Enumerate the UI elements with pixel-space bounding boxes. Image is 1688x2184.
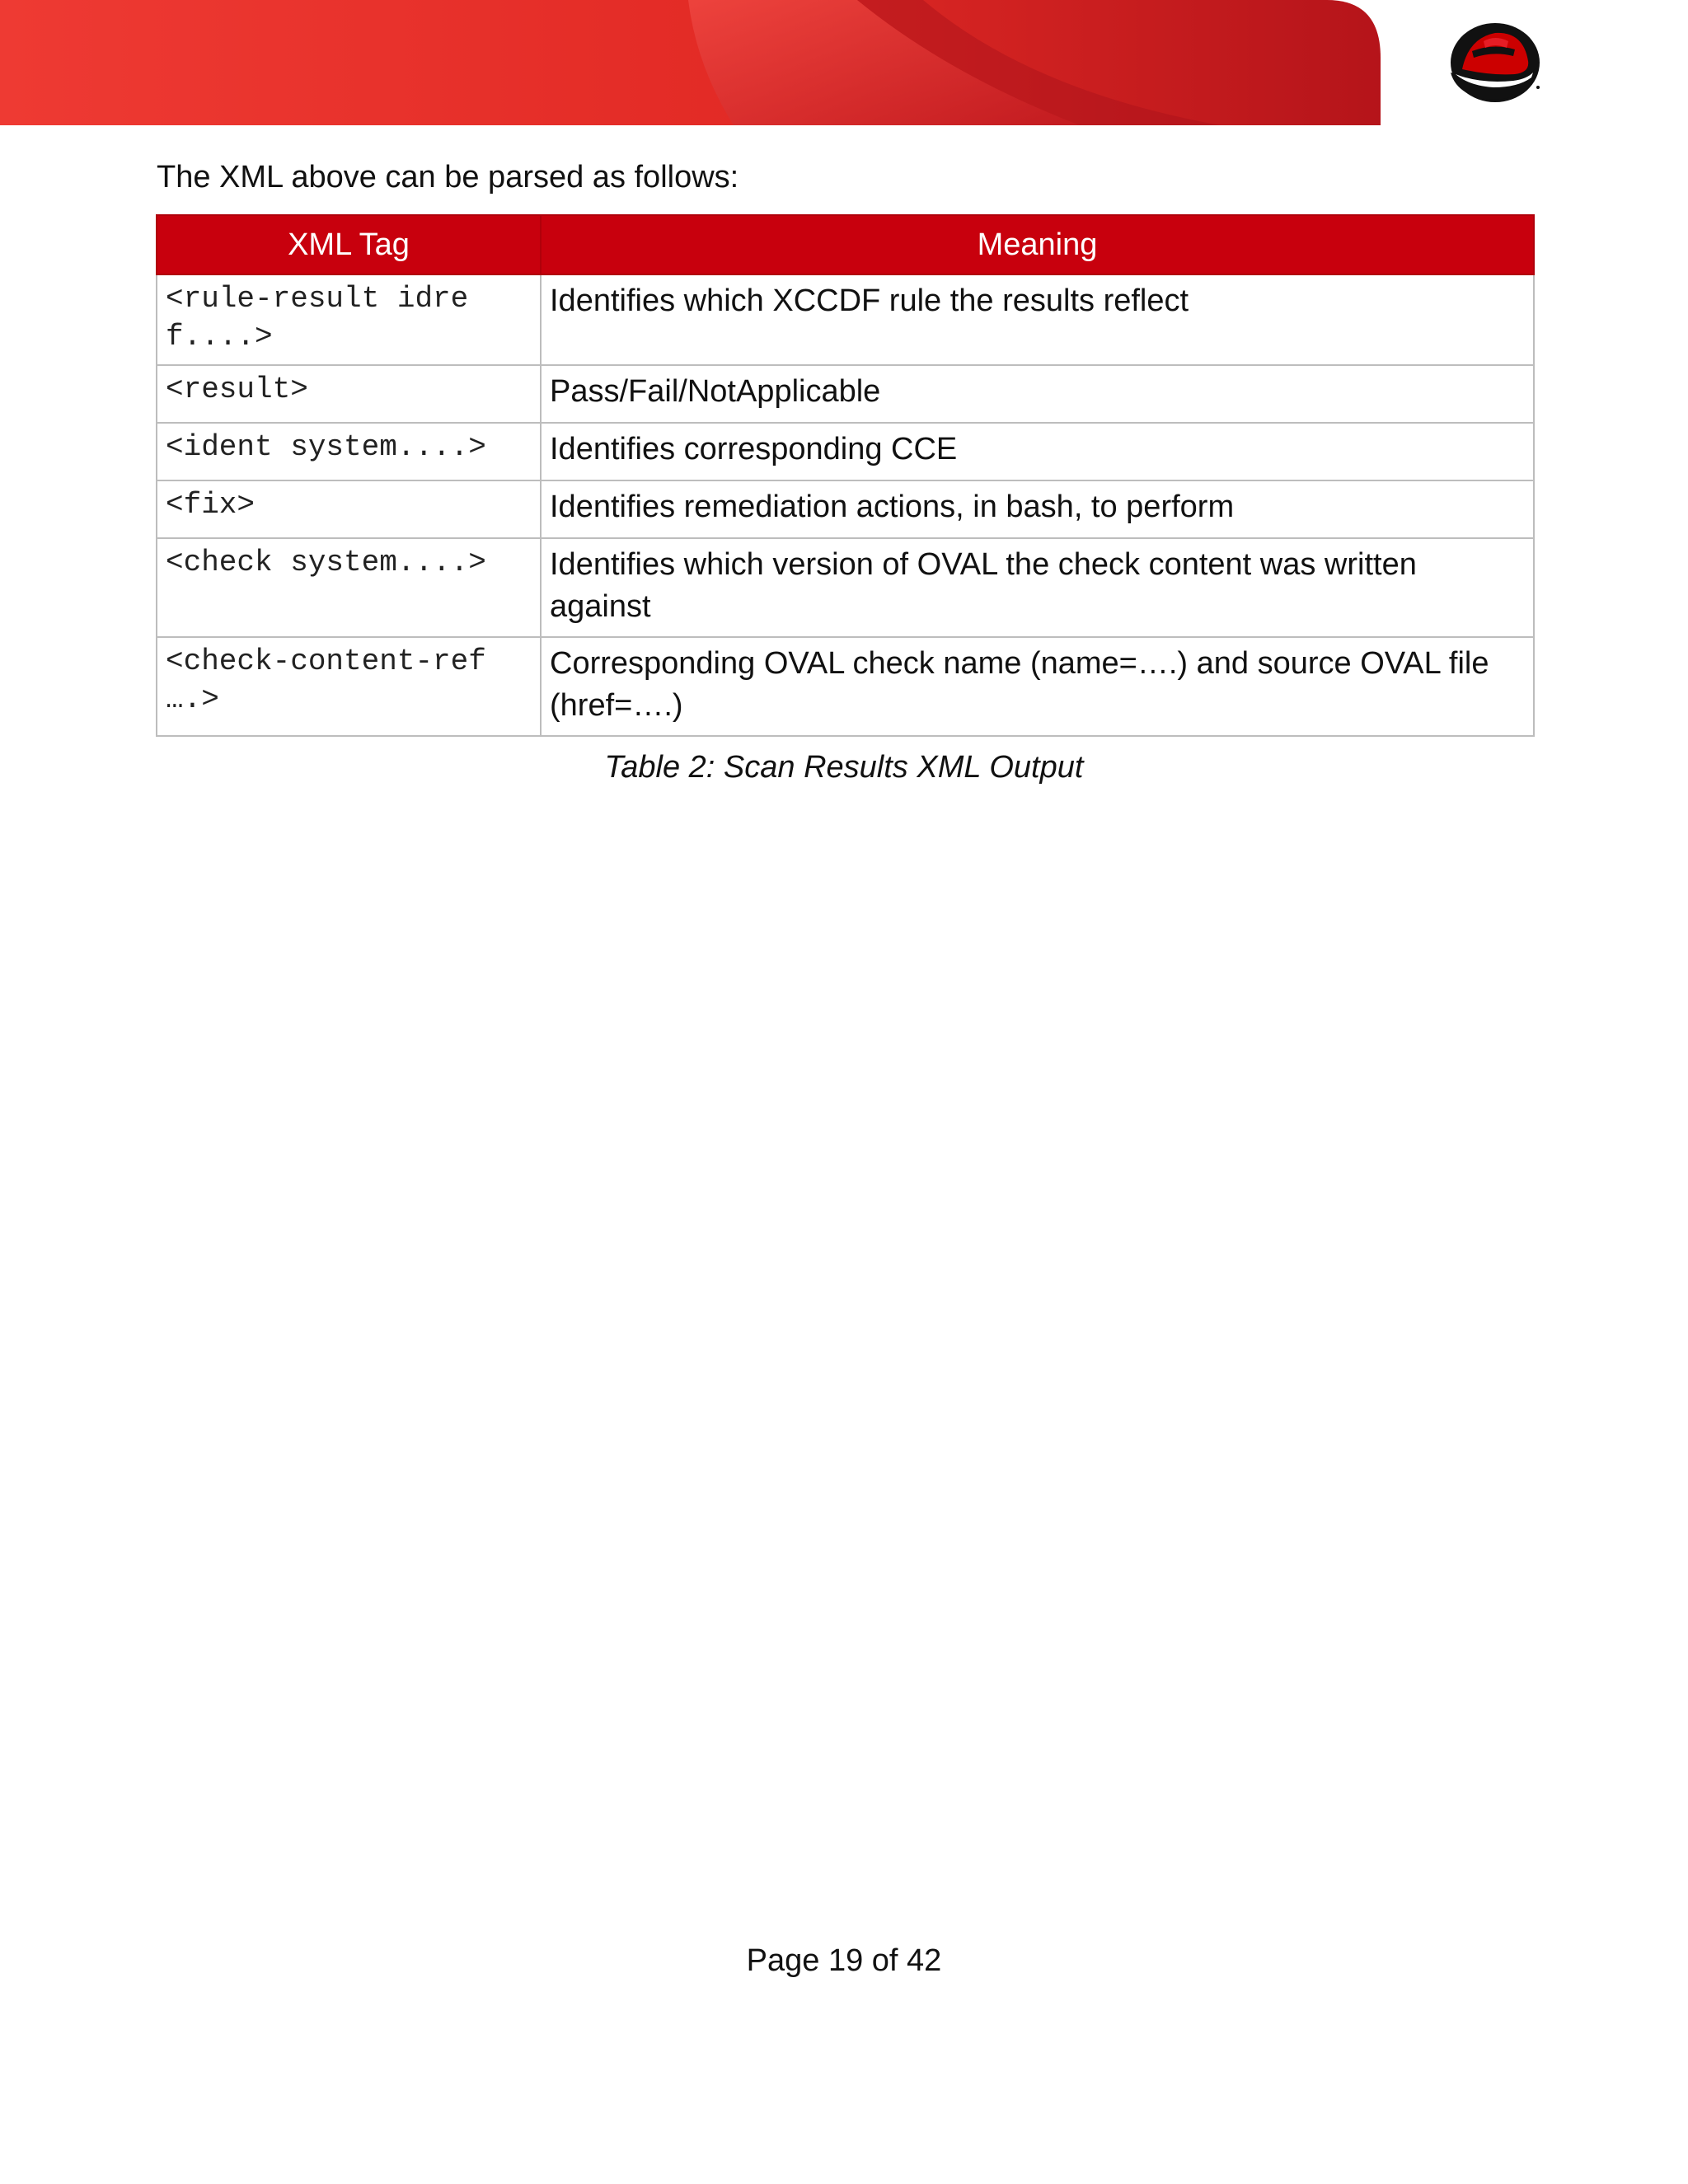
column-header-meaning: Meaning: [541, 215, 1534, 274]
xml-tag-cell: <rule-result idref....>: [157, 274, 541, 365]
table-row: [157, 274, 1534, 365]
table-row: [157, 480, 1534, 538]
intro-text: The XML above can be parsed as follows:: [157, 160, 739, 194]
meaning-cell: Pass/Fail/NotApplicable: [541, 365, 1534, 423]
table-row: [157, 637, 1534, 736]
xml-tag-cell: <result>: [157, 365, 541, 423]
xml-tag-table: [156, 214, 1535, 737]
xml-tag-cell: <check-content-ref ….>: [157, 637, 541, 736]
meaning-cell: Identifies remediation actions, in bash, to perform: [541, 480, 1534, 538]
table-row: [157, 423, 1534, 480]
xml-tag-cell: <ident system....>: [157, 423, 541, 480]
page-number: Page 19 of 42: [746, 1943, 942, 1978]
meaning-cell: Identifies which XCCDF rule the results reflect: [541, 274, 1534, 365]
table-caption: Table 2: Scan Results XML Output: [604, 750, 1084, 785]
meaning-cell: Corresponding OVAL check name (name=….) and source OVAL file (href=….): [541, 637, 1534, 736]
table-header-row: [157, 215, 1534, 274]
xml-tag-cell: <fix>: [157, 480, 541, 538]
header-banner: [0, 0, 1688, 125]
meaning-cell: Identifies which version of OVAL the check content was written against: [541, 538, 1534, 637]
table-row: [157, 538, 1534, 637]
column-header-xml-tag: XML Tag: [157, 215, 541, 274]
red-hat-logo-icon: [1444, 21, 1543, 110]
xml-tag-cell: <check system....>: [157, 538, 541, 637]
table-row: [157, 365, 1534, 423]
meaning-cell: Identifies corresponding CCE: [541, 423, 1534, 480]
